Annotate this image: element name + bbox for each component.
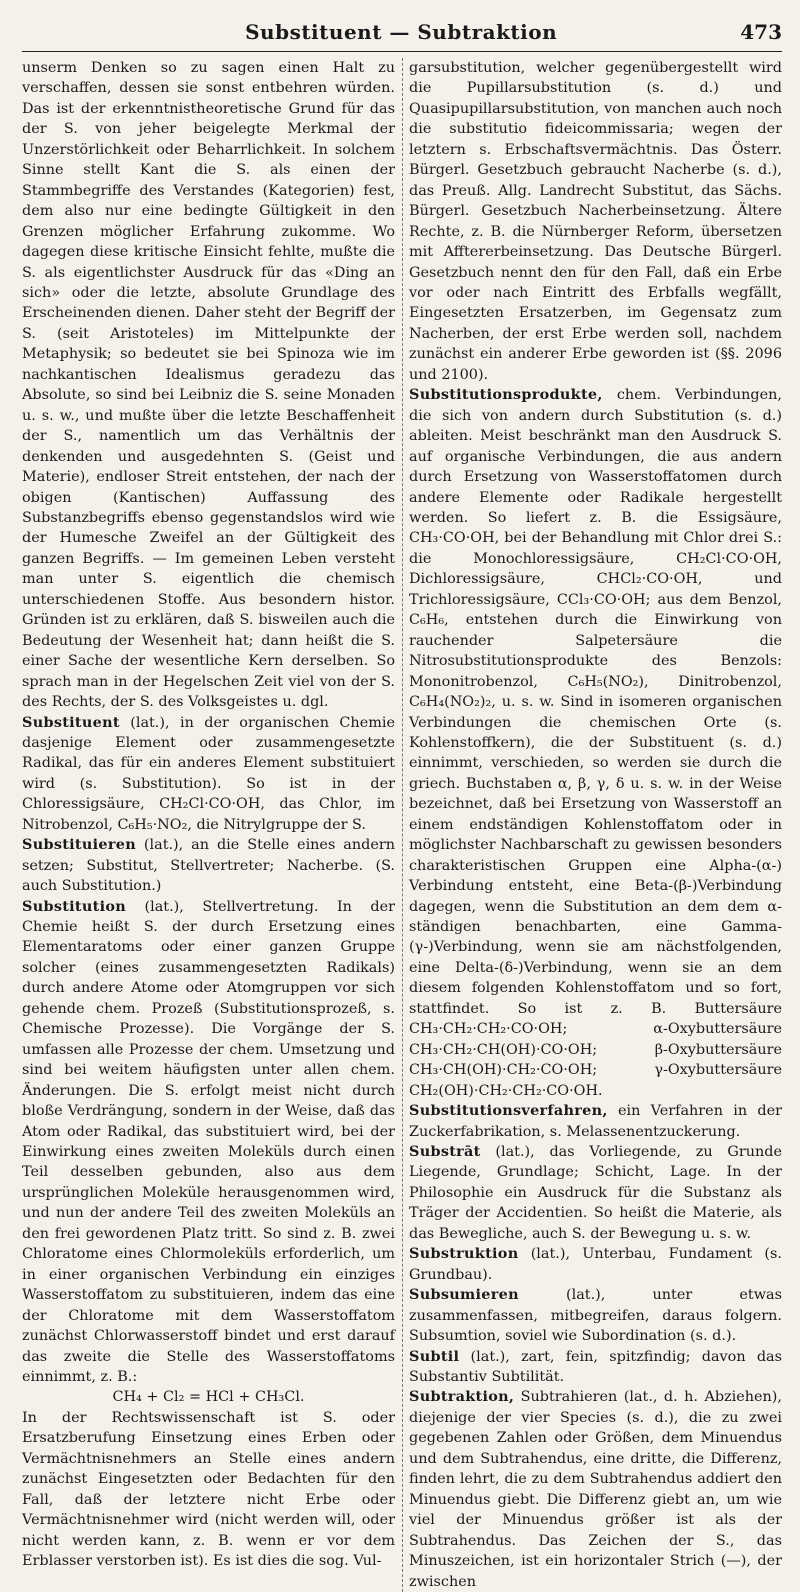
headword: Substituieren — [22, 836, 136, 854]
law-paragraph: In der Rechtswissenschaft ist S. oder Ersatzberufung Einsetzung eines Erben oder Vermächtnisnehmers an Stelle eines andern zunächst Eingesetzten oder Bedachten für den Fall, daß der letztere nicht Erbe oder Vermächtnisnehmer wird (nicht werden will, oder nicht werden kann, z. B. wenn er vor dem Erblasser verstorben ist). Es ist dies die sog. Vul- — [22, 1409, 395, 1570]
headword: Subtil — [409, 1347, 460, 1365]
entry-substrat — [409, 1142, 782, 1244]
headword: Subtraktion, — [409, 1388, 515, 1406]
text-columns — [22, 58, 782, 1592]
entry-text: ein Verfahren in der Zuckerfabrikation, s. Melassenentzuckerung. — [409, 1103, 782, 1140]
entry-text: chem. Verbindungen, die sich von andern durch Substitution (s. d.) ableiten. Meist beschränkt man den Ausdruck S. auf organische Verbindungen, die aus andern durch Ersetzung von Wasserstoffatomen durch andere Elemente oder Radikale hergestellt werden. So liefert z. B. die Essigsäure, CH₃·CO·OH, bei der Behandlung mit Chlor drei S.: die Monochloressigsäure, CH₂Cl·CO·OH, Dichloressigsäure, CHCl₂·CO·OH, und Trichloressigsäure, CCl₃·CO·OH; aus dem Benzol, C₆H₆, entstehen durch die Einwirkung von rauchender Salpetersäure die Nitrosubstitutionsprodukte des Benzols: Mononitrobenzol, C₆H₅(NO₂), Dinitrobenzol, C₆H₄(NO₂)₂, u. s. w. Sind in isomeren organischen Verbindungen die chemischen Orte (s. Kohlenstoffkern), die der Substituent (s. d.) einnimmt, verschieden, so werden sie durch die griech. Buchstaben α, β, γ, δ u. s. w. in der Weise bezeichnet, daß bei Ersetzung von Wasserstoff an einem endständigen Kohlenstoffatom oder in möglichster Nachbarschaft zu gewissen besonders charakteristischen Gruppen eine Alpha-(α-) Verbindung entsteht, eine Beta-(β-)Verbindung dagegen, wenn die Substitution an dem dem α-ständigen benachbarten, eine Gamma-(γ-)Verbindung, wenn sie am nächstfolgenden, eine Delta-(δ-)Verbindung, wenn sie an dem diesem folgenden Kohlenstoffatom und so fort, stattfindet. So ist z. B. Buttersäure CH₃·CH₂·CH₂·CO·OH; α-Oxybuttersäure CH₃·CH₂·CH(OH)·CO·OH; β-Oxybuttersäure CH₃·CH(OH)·CH₂·CO·OH; γ-Oxybuttersäure CH₂(OH)·CH₂·CH₂·CO·OH. — [409, 387, 782, 1099]
entry-substituieren — [22, 835, 395, 896]
entry-text: (lat.), an die Stelle eines andern setzen; Substitut, Stellvertreter; Nacherbe. (S. auch Substitution.) — [22, 837, 395, 895]
headword: Substitution — [22, 897, 127, 915]
headword: Subsumieren — [409, 1286, 519, 1304]
continued-paragraph: garsubstitution, welcher gegenübergestellt wird die Pupillarsubstitution (s. d.) und Quasipupillarsubstitution, von manchen auch noch die substitutio fideicommissaria; wegen der letztern s. Erbschaftsvermächtnis. Das Österr. Bürgerl. Gesetzbuch gebraucht Nacherbe (s. d.), das Preuß. Allg. Landrecht Substitut, das Sächs. Bürgerl. Gesetzbuch Nacherbeinsetzung. Ältere Rechte, z. B. die Nürnberger Reform, übersetzen mit Afftererbeinsetzung. Das Deutsche Bürgerl. Gesetzbuch nennt den für den Fall, daß ein Erbe vor oder nach Eintritt des Erbfalls wegfällt, Eingesetzten Ersatzerben, im Gegensatz zum Nacherben, der erst Erbe werden soll, nachdem zunächst ein anderer Erbe geworden ist (§§. 2096 und 2100). — [409, 60, 782, 383]
entry-text: (lat.), zart, fein, spitzfindig; davon das Substantiv Subtilität. — [409, 1348, 782, 1385]
entry-subsumieren — [409, 1285, 782, 1346]
page-number: 473 — [740, 20, 782, 44]
headword: Substitutionsverfahren, — [409, 1102, 608, 1120]
headword: Substruktion — [409, 1245, 519, 1263]
entry-text: (lat.), Stellvertretung. In der Chemie heißt S. der durch Ersetzung eines Elementaratoms oder einer ganzen Gruppe solcher (eines zusammengesetzten Radikals) durch andere Atome oder Atomgruppen vor sich gehende chem. Prozeß (Substitutionsprozeß, s. Chemische Prozesse). Die Vorgänge der S. umfassen alle Prozesse der chem. Umsetzung und sind bei weitem häufigsten unter allen chem. Änderungen. Die S. erfolgt meist nicht durch bloße Verdrängung, sondern in der Weise, daß das Atom oder Radikal, das substituiert wird, bei der Einwirkung eines zweiten Moleküls durch einen Teil desselben gebunden, also aus dem ursprünglichen Moleküle herausgenommen wird, und nun der andere Teil des zweiten Moleküls an den frei gewordenen Platz tritt. So sind z. B. zwei Chloratome eines Chlormoleküls erforderlich, um in einer organischen Verbindung ein einziges Wasserstoffatom zu substituieren, indem das eine der Chloratome mit dem Wasserstoffatom zunächst Chlorwasserstoff bindet und erst darauf das zweite die Stelle des Wasserstoffatoms einnimmt, z. B.: — [22, 898, 395, 1385]
entry-subtraktion — [409, 1387, 782, 1592]
continued-paragraph: unserm Denken so zu sagen einen Halt zu verschaffen, dessen sie sonst entbehren würden. Das ist der erkenntnistheoretische Grund für das der S. von jeher beigelegte Merkmal der Unzerstörlichkeit oder Beharrlichkeit. In solchem Sinne stellt Kant die S. als einen der Stammbegriffe des Verstandes (Kategorien) fest, dem also nur eine bedingte Gültigkeit in den Grenzen möglicher Erfahrung zukomme. Wo dagegen diese kritische Einsicht fehlte, mußte die S. als eigentlichster Ausdruck für das «Ding an sich» oder die letzte, absolute Grundlage des Erscheinenden dienen. Daher steht der Begriff der S. (seit Aristoteles) im Mittelpunkte der Metaphysik; so bedeutet sie bei Spinoza wie im nachkantischen Idealismus geradezu das Absolute, so sind bei Leibniz die S. seine Monaden u. s. w., und mußte über die letzte Beschaffenheit der S., namentlich um das Verhältnis der denkenden und ausgedehnten S. (Geist und Materie), endloser Streit entstehen, der nach der obigen (Kantischen) Auffassung des Substanzbegriffs ebenso gegenstandslos wird wie der Humesche Zweifel an der Gültigkeit des ganzen Begriffs. — Im gemeinen Leben versteht man unter S. eigentlich die chemisch unterschiedenen Stoffe. Aus besondern histor. Gründen ist zu erklären, daß S. bisweilen auch die Bedeutung der Wesenheit hat; dann heißt die S. einer Sache der wesentliche Kern derselben. So sprach man in der Hegelschen Zeit viel von der S. des Rechts, der S. des Volksgeistes u. dgl. — [22, 60, 395, 711]
entry-text: Subtrahieren (lat., d. h. Abziehen), diejenige der vier Species (s. d.), die zu zwei gegebenen Zahlen oder Größen, dem Minuendus und dem Subtrahendus, eine dritte, die Differenz, finden lehrt, die zu dem Subtrahendus addiert den Minuendus giebt. Die Differenz giebt an, um wie viel der Minuendus größer ist als der Subtrahendus. Das Zeichen der S., das Minuszeichen, ist ein horizontaler Strich (—), der zwischen — [409, 1389, 782, 1590]
entry-text: (lat.), unter etwas zusammenfassen, mitbegreifen, daraus folgern. Subsumtion, soviel wie Subordination (s. d.). — [409, 1287, 782, 1345]
right-column — [409, 58, 782, 1592]
running-title: Substituent — Subtraktion — [245, 20, 558, 44]
entry-substituent — [22, 713, 395, 836]
headword: Substitutionsprodukte, — [409, 386, 603, 404]
entry-text: (lat.), das Vorliegende, zu Grunde Liegende, Grundlage; Schicht, Lage. In der Philosophie ein Ausdruck für die Substanz als Träger der Accidentien. So heißt die Materie, als das Bewegliche, auch S. der Bewegung u. s. w. — [409, 1144, 782, 1242]
dictionary-page — [22, 20, 782, 1590]
entry-subtil — [409, 1347, 782, 1388]
column-divider — [402, 58, 403, 1592]
entry-substitutionsprodukte — [409, 385, 782, 1101]
entry-substruktion — [409, 1244, 782, 1285]
headword: Substrāt — [409, 1143, 481, 1161]
entry-substitutionsverfahren — [409, 1101, 782, 1142]
left-column — [22, 58, 395, 1592]
entry-substitution — [22, 897, 395, 1388]
chemical-formula: CH₄ + Cl₂ = HCl + CH₃Cl. — [112, 1389, 305, 1406]
headword: Substituent — [22, 713, 120, 731]
page-header — [22, 20, 782, 52]
entry-text: (lat.), in der organischen Chemie dasjenige Element oder zusammengesetzte Radikal, das für ein anderes Element substituiert wird (s. Substitution). So ist in der Chloressigsäure, CH₂Cl·CO·OH, das Chlor, im Nitrobenzol, C₆H₅·NO₂, die Nitrylgruppe der S. — [22, 714, 395, 833]
entry-text: (lat.), Unterbau, Fundament (s. Grundbau). — [409, 1246, 782, 1283]
